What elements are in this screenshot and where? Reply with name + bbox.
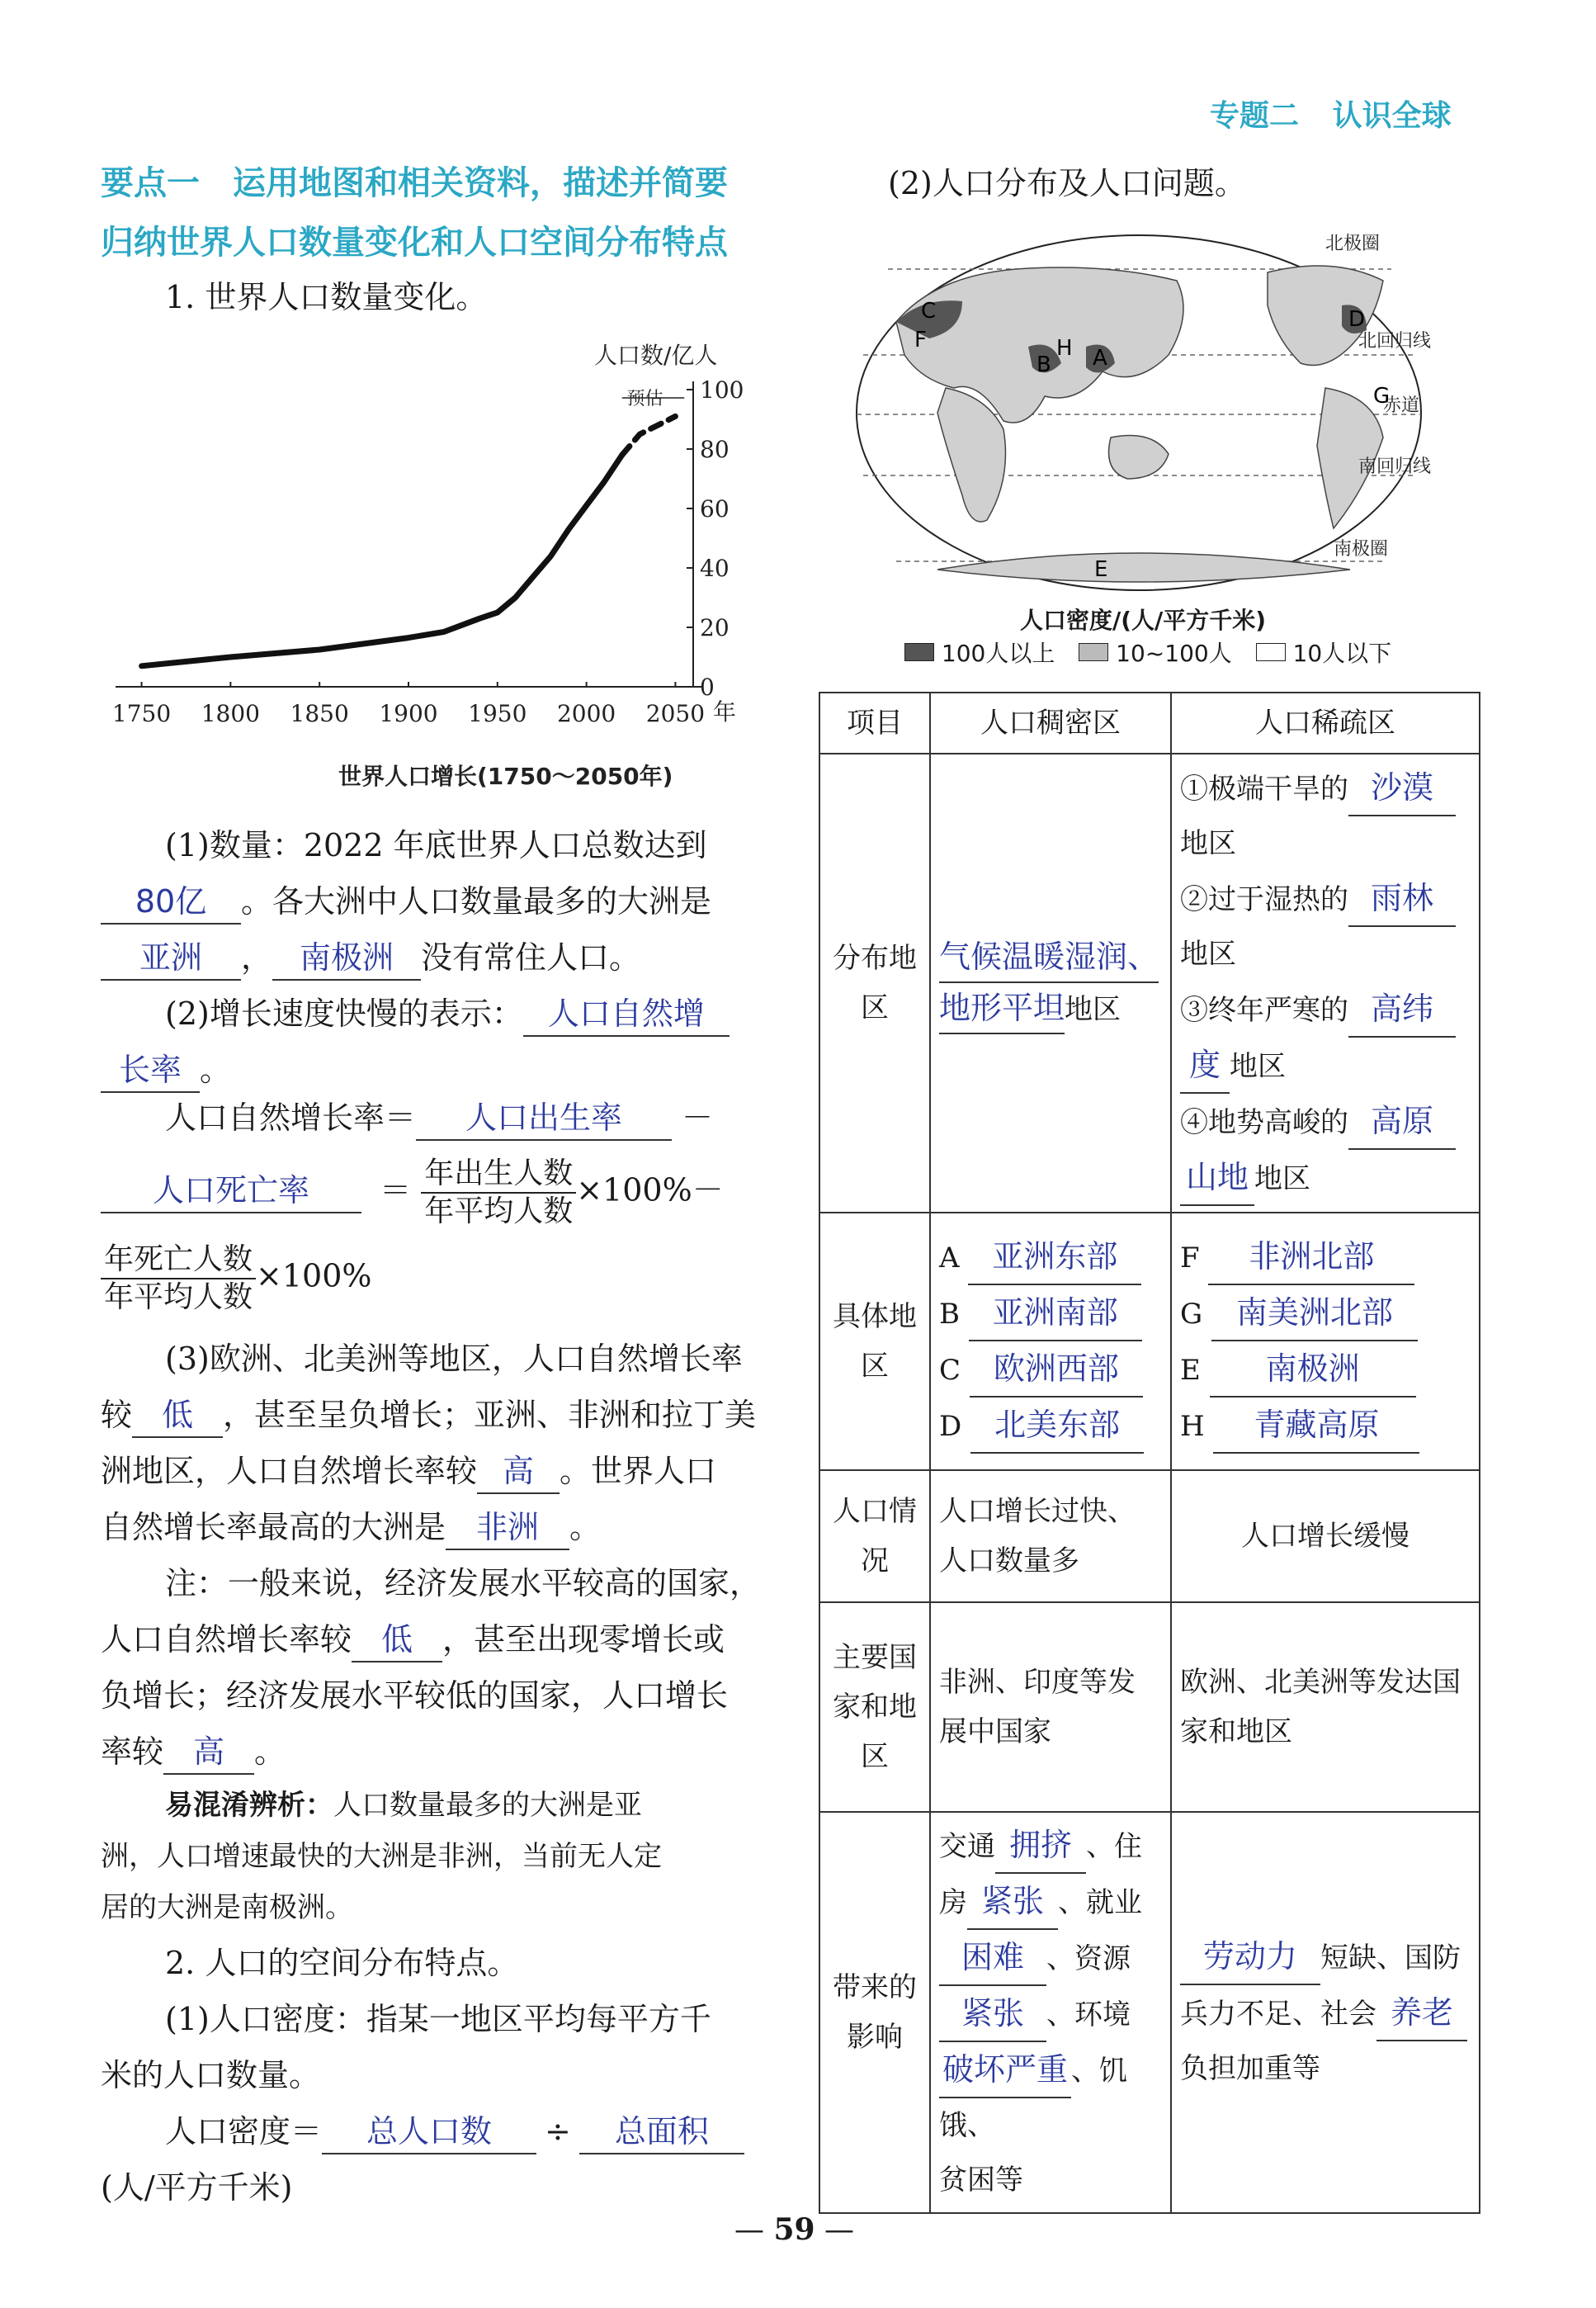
q2-b: 米的人口数量。 [101, 2057, 321, 2093]
note-f: 。 [254, 1733, 286, 1770]
chart-xlabel: 年 [713, 698, 737, 726]
table-header: 人口稀疏区 [1171, 693, 1480, 754]
dense-tail: 地区 [1065, 993, 1121, 1026]
answer-blank: 紧张 [939, 1986, 1046, 2042]
impact-text: 房 [939, 1886, 967, 1919]
answer-blank: 沙漠 [1348, 760, 1456, 816]
sparse-situation: 人口增长缓慢 [1171, 1470, 1480, 1602]
region-key: G [1180, 1298, 1203, 1331]
p3-e: 。世界人口 [560, 1453, 717, 1489]
chart-x-tick-label: 1750 [111, 700, 172, 727]
sparse-pre: ②过于湿热的 [1180, 883, 1348, 916]
table-row [819, 1602, 1480, 1812]
formula-line2 [101, 1156, 724, 1230]
impact-text: 短缺、国防 [1320, 1941, 1461, 1975]
series-line-actual [142, 455, 622, 666]
answer-blank: 低 [132, 1393, 223, 1438]
map-letter: B [1036, 352, 1051, 377]
p1-line2 [101, 873, 730, 929]
key-point-line1: 要点一 运用地图和相关资料，描述并简要 [101, 164, 728, 202]
impact-text: 、住 [1086, 1830, 1142, 1863]
sparse-regions [1171, 1213, 1480, 1470]
answer-blank: 度 [1180, 1038, 1230, 1094]
p3-d: 洲地区，人口自然增长率较 [101, 1453, 478, 1489]
map-letter: D [1348, 307, 1366, 332]
table-row [819, 1213, 1480, 1470]
impact-text: 交通 [939, 1830, 995, 1863]
q2-unit: (人/平方千米) [101, 2169, 293, 2206]
confuse-c: 居的大洲是南极洲。 [101, 1891, 353, 1924]
confuse-note [101, 1780, 662, 1933]
chart-x-tick-label: 1850 [290, 700, 349, 727]
p2-line1 [101, 986, 730, 1042]
sparse-countries: 欧洲、北美洲等发达国家和地区 [1171, 1602, 1480, 1812]
map-label: 赤道 [1383, 395, 1420, 416]
answer-blank: 山地 [1180, 1150, 1254, 1206]
map-label: 南极圈 [1334, 539, 1389, 560]
frac-num: 年死亡人数 [101, 1241, 256, 1279]
answer-blank: 总面积 [579, 2110, 744, 2154]
series-line-forecast [622, 416, 676, 455]
answer-blank: 80亿 [101, 880, 241, 925]
chart-x-tick-label: 1800 [201, 700, 261, 727]
impact-text: 、就业 [1058, 1886, 1142, 1919]
key-point-line2: 归纳世界人口数量变化和人口空间分布特点 [101, 224, 728, 262]
legend-sparse-swatch [1256, 643, 1286, 661]
p3-b: 较 [101, 1397, 133, 1433]
region-key: E [1180, 1354, 1201, 1387]
dense-impact [930, 1812, 1171, 2213]
row-label: 主要国家和地区 [819, 1602, 930, 1812]
page-footer: — 59 — [734, 2212, 855, 2247]
sparse-distribution [1171, 754, 1480, 1213]
note-a: 注：一般来说，经济发展水平较高的国家， [165, 1565, 762, 1601]
answer-blank: 紧张 [967, 1874, 1058, 1930]
q2-title: 2. 人口的空间分布特点。 [165, 1945, 519, 1981]
dense-countries: 非洲、印度等发展中国家 [930, 1602, 1171, 1812]
sparse-post: 地区 [1254, 1162, 1310, 1195]
chart-x-tick-label: 1900 [379, 700, 438, 727]
answer-blank: 高 [477, 1450, 560, 1494]
map-letter: A [1093, 346, 1107, 371]
formula-eq: ＝ [380, 1171, 412, 1208]
legend-medium-label: 10~100人 [1116, 640, 1232, 667]
sparse-pre: ④地势高峻的 [1180, 1106, 1348, 1139]
answer-blank: 劳动力 [1180, 1929, 1320, 1985]
q2-div: ÷ [545, 2113, 571, 2150]
answer-blank: 亚洲南部 [969, 1285, 1142, 1341]
region-key: C [939, 1354, 961, 1387]
answer-blank: 总人口数 [322, 2110, 536, 2154]
dense-situation: 人口增长过快、人口数量多 [930, 1470, 1171, 1602]
map-letter: G [1373, 384, 1391, 409]
answer-blank: 欧洲西部 [970, 1341, 1143, 1398]
q2-c: 人口密度＝ [165, 2113, 323, 2150]
region-key: H [1180, 1410, 1205, 1443]
confuse-a: 人口数量最多的大洲是亚 [333, 1789, 642, 1822]
fraction-birth [421, 1156, 576, 1230]
row-label: 具体地区 [819, 1213, 930, 1470]
p1-b: 。各大洲中人口数量最多的大洲是 [241, 883, 712, 920]
dense-regions [930, 1213, 1171, 1470]
legend-medium-swatch [1079, 643, 1108, 661]
region-key: D [939, 1410, 962, 1443]
p3-g: 。 [569, 1509, 602, 1545]
forecast-label: 预估 [626, 389, 663, 409]
answer-blank: 南美洲北部 [1211, 1285, 1418, 1341]
note-c: ，甚至出现零增长或 [442, 1621, 725, 1658]
table-row [819, 1470, 1480, 1602]
row-label: 带来的影响 [819, 1812, 930, 2213]
answer-blank: 气候温暖湿润、 [939, 932, 1159, 983]
formula-times1: ×100%－ [576, 1171, 724, 1208]
legend-dense-swatch [904, 643, 934, 661]
answer-blank: 北美东部 [970, 1398, 1144, 1454]
p1-d: 没有常住人口。 [421, 939, 641, 976]
confuse-label: 易混淆辨析： [165, 1789, 333, 1822]
note-e: 率较 [101, 1733, 164, 1770]
answer-blank: 人口自然增 [523, 992, 730, 1037]
impact-text: 负担加重等 [1180, 2052, 1320, 2085]
chart-x-tick-label: 2000 [556, 700, 616, 727]
sparse-post: 地区 [1230, 1050, 1286, 1083]
dense-distribution [930, 754, 1171, 1213]
answer-blank: 非洲 [446, 1506, 569, 1550]
region-key: F [1180, 1241, 1200, 1275]
sparse-post: 地区 [1180, 827, 1236, 860]
note-d: 负增长；经济发展水平较低的国家，人口增长 [101, 1677, 729, 1714]
answer-blank: 南极洲 [1210, 1341, 1416, 1398]
legend-dense-label: 100人以上 [941, 640, 1055, 667]
table-row [819, 1812, 1480, 2213]
answer-blank: 人口死亡率 [101, 1169, 361, 1213]
map-letter: H [1056, 336, 1073, 361]
map-letter: F [914, 328, 927, 352]
p1-a: (1)数量：2022 年底世界人口总数达到 [165, 827, 707, 863]
answer-blank: 困难 [939, 1930, 1046, 1986]
confuse-b: 洲，人口增速最快的大洲是非洲，当前无人定 [101, 1840, 662, 1873]
chart-x-tick-label: 1950 [468, 700, 527, 727]
impact-text: 兵力不足、社会 [1180, 1998, 1376, 2031]
table-header-row [819, 693, 1480, 754]
answer-blank: 高原 [1348, 1094, 1456, 1150]
formula-line1 [165, 1090, 713, 1146]
frac-den: 年平均人数 [424, 1194, 574, 1228]
answer-blank: 高 [163, 1730, 254, 1775]
map-title: (2)人口分布及人口问题。 [888, 165, 1246, 201]
answer-blank: 青藏高原 [1213, 1398, 1419, 1454]
table-row [819, 754, 1480, 1213]
sparse-impact [1171, 1812, 1480, 2213]
answer-blank: 高纬 [1348, 981, 1456, 1038]
answer-blank: 破坏严重 [939, 2042, 1071, 2098]
header-section [1210, 92, 1452, 135]
p1-line3 [101, 929, 730, 986]
map-legend [904, 636, 1391, 669]
sparse-pre: ①极端干旱的 [1180, 773, 1348, 806]
page-number: 59 [773, 2212, 815, 2247]
formula-times2: ×100% [256, 1257, 372, 1294]
para-1 [101, 817, 730, 1098]
frac-num: 年出生人数 [421, 1156, 576, 1194]
population-table [819, 692, 1480, 2214]
impact-text: 、资源 [1046, 1942, 1131, 1975]
q2-a: (1)人口密度：指某一地区平均每平方千 [165, 2001, 711, 2037]
chart-y-tick-label: 80 [700, 436, 730, 463]
map-label: 北回归线 [1358, 331, 1432, 352]
row-label: 人口情况 [819, 1470, 930, 1602]
sparse-pre: ③终年严寒的 [1180, 994, 1348, 1027]
chart-title: 世界人口增长(1750～2050年) [338, 763, 673, 790]
note-line4 [101, 1724, 761, 1780]
answer-blank: 拥挤 [995, 1818, 1086, 1874]
impact-text: 贫困等 [939, 2164, 1023, 2197]
table-header: 项目 [819, 693, 930, 754]
answer-blank: 亚洲东部 [968, 1229, 1141, 1285]
map-label: 北极圈 [1325, 234, 1381, 254]
p1-c: ， [241, 939, 273, 976]
table-header: 人口稠密区 [930, 693, 1171, 754]
note-line2 [101, 1611, 761, 1667]
legend-sparse-label: 10人以下 [1292, 640, 1392, 667]
chart-y-tick-label: 100 [700, 376, 744, 404]
p3-a: (3)欧洲、北美洲等地区，人口自然增长率 [165, 1341, 743, 1377]
p3-line2 [101, 1387, 761, 1443]
p2-b: 。 [200, 1052, 232, 1088]
map-legend-title: 人口密度/(人/平方千米) [1020, 607, 1267, 634]
chart-y-tick-label: 40 [700, 555, 730, 582]
q1-title: 1. 世界人口数量变化。 [165, 279, 488, 315]
p2-a: (2)增长速度快慢的表示： [165, 996, 523, 1032]
chart-ylabel: 人口数/亿人 [594, 342, 718, 369]
answer-blank: 南极洲 [272, 936, 421, 981]
p3-line3 [101, 1443, 761, 1499]
answer-blank: 人口出生率 [416, 1096, 672, 1141]
map-letter: C [921, 299, 937, 324]
map-label: 南回归线 [1358, 456, 1432, 477]
answer-blank: 雨林 [1348, 871, 1456, 927]
para-3 [101, 1331, 761, 1780]
note-b: 人口自然增长率较 [101, 1621, 352, 1658]
region-key: B [939, 1298, 960, 1331]
formula-line3 [101, 1241, 372, 1316]
world-population-map [838, 223, 1433, 669]
answer-blank: 养老 [1376, 1985, 1467, 2041]
population-chart [99, 330, 759, 809]
formula-lhs: 人口自然增长率＝ [165, 1100, 417, 1136]
impact-text: 、环境 [1046, 1998, 1131, 2031]
answer-blank: 低 [352, 1618, 442, 1662]
header-title: 认识全球 [1332, 99, 1452, 133]
header-section-label: 专题二 [1210, 99, 1300, 133]
answer-blank: 亚洲 [101, 936, 241, 981]
map-letter: E [1094, 557, 1108, 582]
frac-den: 年平均人数 [104, 1280, 253, 1314]
answer-blank: 非洲北部 [1208, 1229, 1414, 1285]
chart-y-tick-label: 20 [700, 614, 730, 641]
sparse-post: 地区 [1180, 938, 1236, 971]
row-label: 分布地区 [819, 754, 930, 1213]
p3-line4 [101, 1499, 761, 1555]
fraction-death [101, 1241, 256, 1316]
p3-c: ，甚至呈负增长；亚洲、非洲和拉丁美 [223, 1397, 757, 1433]
key-point-title [101, 154, 728, 272]
chart-y-tick-label: 60 [700, 495, 730, 523]
chart-lines [142, 416, 676, 665]
region-key: A [939, 1241, 960, 1275]
q2-block [101, 1935, 744, 2216]
chart-y-tick-label: 0 [700, 674, 715, 701]
formula-minus: － [682, 1100, 714, 1136]
chart-x-tick-label: 2050 [645, 700, 706, 727]
answer-blank: 地形平坦 [939, 983, 1065, 1034]
impact-text: 、饥饿、 [939, 2055, 1127, 2142]
p3-f: 自然增长率最高的大洲是 [101, 1509, 446, 1545]
answer-blank: 长率 [101, 1048, 200, 1093]
